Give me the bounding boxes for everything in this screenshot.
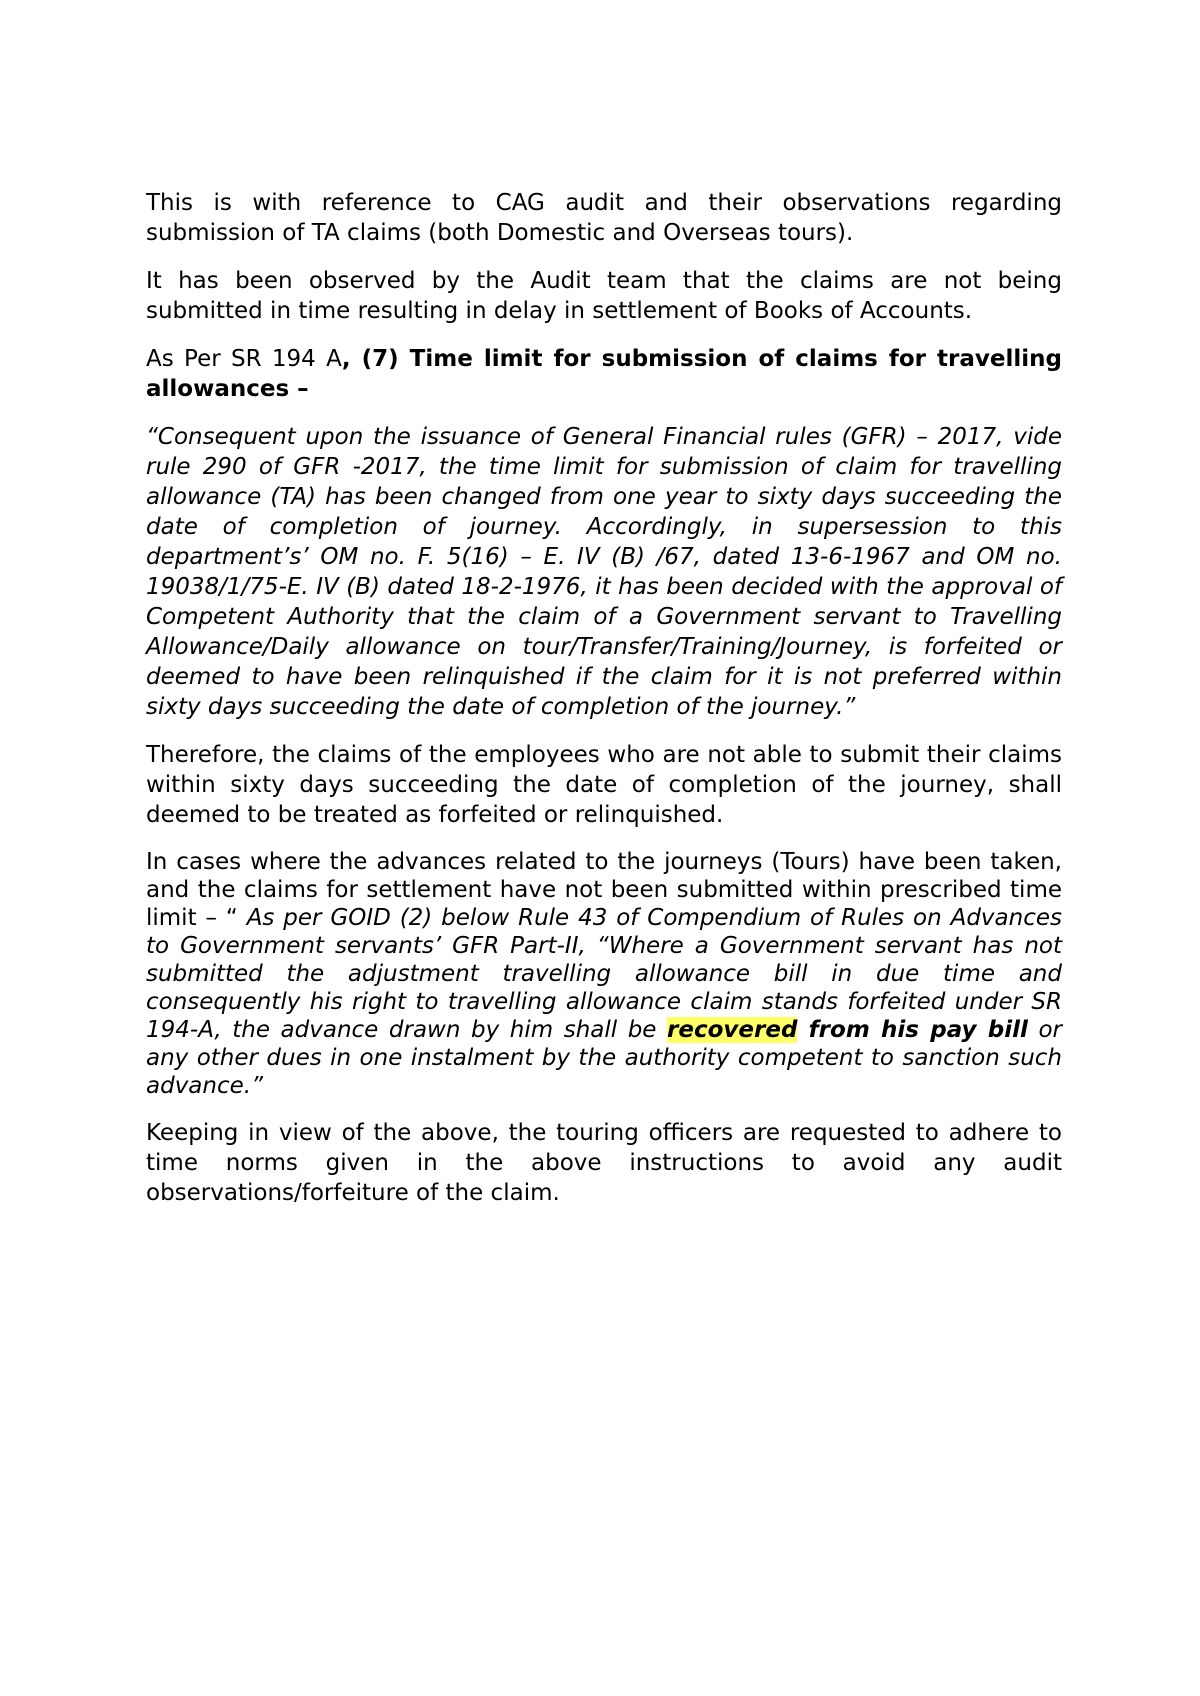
paragraph-advances: [146, 848, 1062, 1100]
paragraph-audit-observation: It has been observed by the Audit team that the claims are not being submitted in time resulting in delay in settlement of Books of Accounts.: [146, 268, 1062, 324]
paragraph-conclusion: Keeping in view of the above, the touring officers are requested to adhere to time norms given in the above instructions to avoid any audit observations/forfeiture of the claim.: [146, 1120, 1062, 1206]
highlighted-recovered: recovered: [667, 1017, 798, 1043]
paragraph-reference: This is with reference to CAG audit and their observations regarding submission of TA claims (both Domestic and Overseas tours).: [146, 190, 1062, 246]
rule-prefix: As Per SR 194 A: [146, 346, 342, 372]
advances-intro: In cases where the advances related to the journeys (Tours) have been taken, and the claims for settlement have not been submitted within prescribed time limit – “: [146, 849, 1062, 931]
rule-title: , (7) Time limit for submission of claims for travelling allowances –: [146, 346, 1062, 402]
bold-from-pay-bill: from his pay bill: [797, 1017, 1028, 1043]
paragraph-therefore: Therefore, the claims of the employees who are not able to submit their claims within sixty days succeeding the date of completion of the journey, shall deemed to be treated as forfeited or relinquished.: [146, 742, 1062, 828]
paragraph-rule-quote: “Consequent upon the issuance of General Financial rules (GFR) – 2017, vide rule 290 of GFR -2017, the time limit for submission of claim for travelling allowance (TA) has been changed from one year to sixty days succeeding the date of completion of journey. Accordingly, in supersession to this department’s’ OM no. F. 5(16) – E. IV (B) /67, dated 13-6-1967 and OM no. 19038/1/75-E. IV (B) dated 18-2-1976, it has been decided with the approval of Competent Authority that the claim of a Government servant to Travelling Allowance/Daily allowance on tour/Transfer/Training/Journey, is forfeited or deemed to have been relinquished if the claim for it is not preferred within sixty days succeeding the date of completion of the journey.”: [146, 424, 1062, 720]
advances-quote-part2: or any other dues in one instalment by the authority competent to sanction such advance.”: [146, 1017, 1062, 1099]
document-body: [146, 188, 1062, 1226]
paragraph-rule-heading: [146, 344, 1062, 404]
advances-quote-part1: As per GOID (2) below Rule 43 of Compendium of Rules on Advances to Government servants’ GFR Part-II, “Where a Government servant has not submitted the adjustment travelling allowance bill in due time and consequently his right to travelling allowance claim stands forfeited under SR 194-A, the advance drawn by him shall be: [146, 905, 1062, 1043]
